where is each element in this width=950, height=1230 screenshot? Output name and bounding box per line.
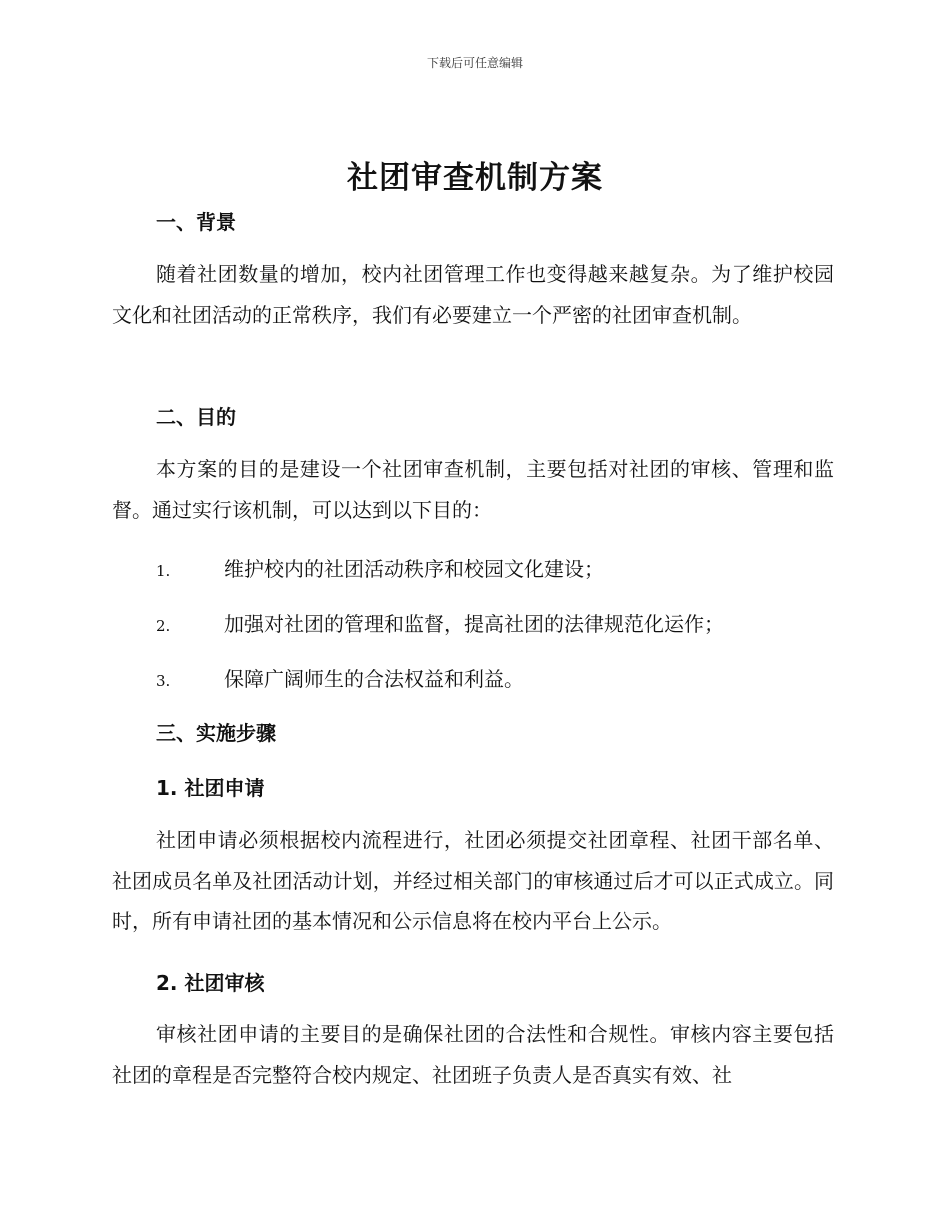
list-item-text: 维护校内的社团活动秩序和校园文化建设；: [224, 557, 604, 581]
paragraph-background: 随着社团数量的增加，校内社团管理工作也变得越来越复杂。为了维护校园文化和社团活动的正常秩序，我们有必要建立一个严密的社团审查机制。: [112, 262, 834, 327]
paragraph-purpose: 本方案的目的是建设一个社团审查机制，主要包括对社团的审核、管理和监督。通过实行该机制，可以达到以下目的：: [112, 457, 834, 522]
list-item: [156, 608, 724, 637]
paragraph-application: 社团申请必须根据校内流程进行，社团必须提交社团章程、社团干部名单、社团成员名单及社团活动计划，并经过相关部门的审核通过后才可以正式成立。同时，所有申请社团的基本情况和公示信息将在校内平台上公示。: [112, 828, 834, 933]
section-heading-steps: 三、实施步骤: [156, 721, 276, 745]
section-heading-background: 一、背景: [156, 210, 236, 234]
header-note: 下载后可任意编辑: [426, 56, 523, 70]
list-item-number: 1.: [156, 562, 171, 580]
list-item: [156, 553, 604, 582]
paragraph-review: 审核社团申请的主要目的是确保社团的合法性和合规性。审核内容主要包括社团的章程是否完整符合校内规定、社团班子负责人是否真实有效、社: [112, 1022, 834, 1087]
page-title: 社团审查机制方案: [347, 160, 603, 196]
subsection-heading-application: 1. 社团申请: [156, 776, 265, 800]
list-item-text: 保障广阔师生的合法权益和利益。: [224, 667, 524, 691]
list-item: [156, 663, 524, 692]
list-item-number: 3.: [156, 672, 171, 690]
list-item-text: 加强对社团的管理和监督，提高社团的法律规范化运作；: [224, 612, 724, 636]
section-heading-purpose: 二、目的: [156, 405, 236, 429]
subsection-heading-review: 2. 社团审核: [156, 971, 265, 995]
list-item-number: 2.: [156, 617, 171, 635]
